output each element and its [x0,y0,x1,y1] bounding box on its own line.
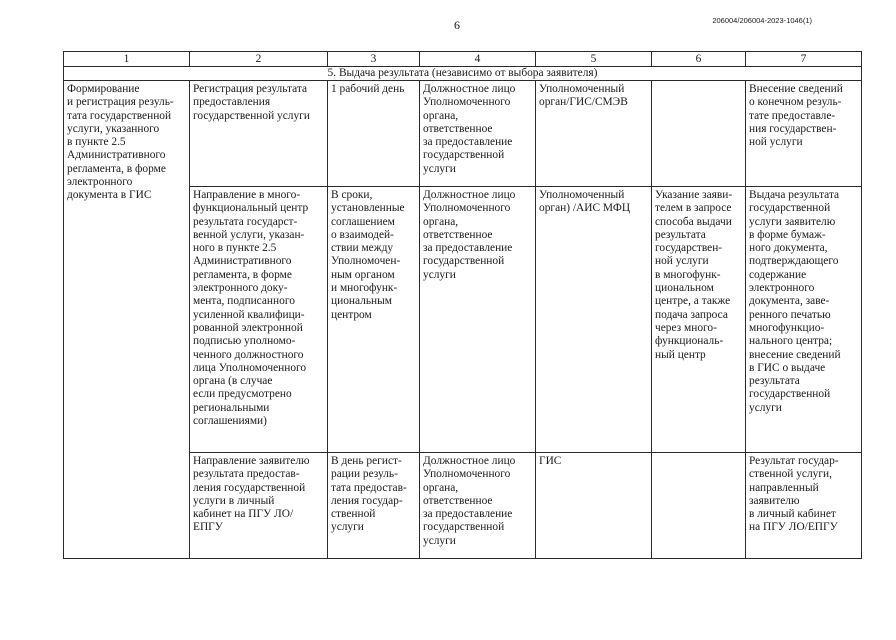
result-cell: Результат государ- ственной услуги, направленный заявителю в личный кабинет на ПГУ ЛО/ЕПГУ [746,453,862,559]
table-row [64,81,862,187]
section-header-row [64,67,862,81]
column-number: 5 [536,52,652,67]
document-code: 206004/206004-2023-1046(1) [712,16,812,25]
action-cell: Направление в много- функциональный центр результата государст- венной услуги, указан- ного в пункте 2.5 Административного регламента, в форме электронного доку- мента, подписанного усиленной квалифици- рованной электронной подписью уполномо- ченного должностного лица Уполномоченного органа (в случае если предусмотрено региональными соглашениями) [190,187,328,453]
result-cell: Выдача результата государственной услуги заявителю в форме бумаж- ного документа, подтверждающего содержание электронного документа, заве- ренного печатью многофункцио- нального центра; внесение сведений в ГИС о выдаче результата государственной услуги [746,187,862,453]
column-number: 3 [328,52,420,67]
responsible-cell: Должностное лицо Уполномоченного органа, ответственное за предоставление государственной услуги [420,187,536,453]
column-number-row [64,52,862,67]
responsible-cell: Должностное лицо Уполномоченного органа, ответственное за предоставление государственной услуги [420,453,536,559]
procedure-table [63,51,862,559]
action-cell: Регистрация результата предоставления государственной услуги [190,81,328,187]
duration-cell: В день регист- рации резуль- тата предостав- ления государ- ственной услуги [328,453,420,559]
section-title: 5. Выдача результата (независимо от выбора заявителя) [64,67,862,81]
page-number: 6 [454,18,460,32]
criteria-cell [652,81,746,187]
procedure-cell: Формирование и регистрация резуль- тата государственной услуги, указанного в пункте 2.5 Административного регламента, в форме электронного документа в ГИС [64,81,190,559]
column-number: 6 [652,52,746,67]
system-cell: Уполномоченный орган/ГИС/СМЭВ [536,81,652,187]
column-number: 7 [746,52,862,67]
action-cell: Направление заявителю результата предостав- ления государственной услуги в личный кабинет на ПГУ ЛО/ ЕПГУ [190,453,328,559]
responsible-cell: Должностное лицо Уполномоченного органа, ответственное за предоставление государственной услуги [420,81,536,187]
criteria-cell [652,453,746,559]
result-cell: Внесение сведений о конечном резуль- тате предоставле- ния государствен- ной услуги [746,81,862,187]
duration-cell: В сроки, установленные соглашением о взаимодей- ствии между Уполномочен- ным органом и многофунк- циональным центром [328,187,420,453]
column-number: 2 [190,52,328,67]
criteria-cell: Указание заяви- телем в запросе способа выдачи результата государствен- ной услуги в многофунк- циональном центре, а также подача запроса через много- функциональ- ный центр [652,187,746,453]
duration-cell: 1 рабочий день [328,81,420,187]
column-number: 1 [64,52,190,67]
system-cell: Уполномоченный орган) /АИС МФЦ [536,187,652,453]
system-cell: ГИС [536,453,652,559]
column-number: 4 [420,52,536,67]
